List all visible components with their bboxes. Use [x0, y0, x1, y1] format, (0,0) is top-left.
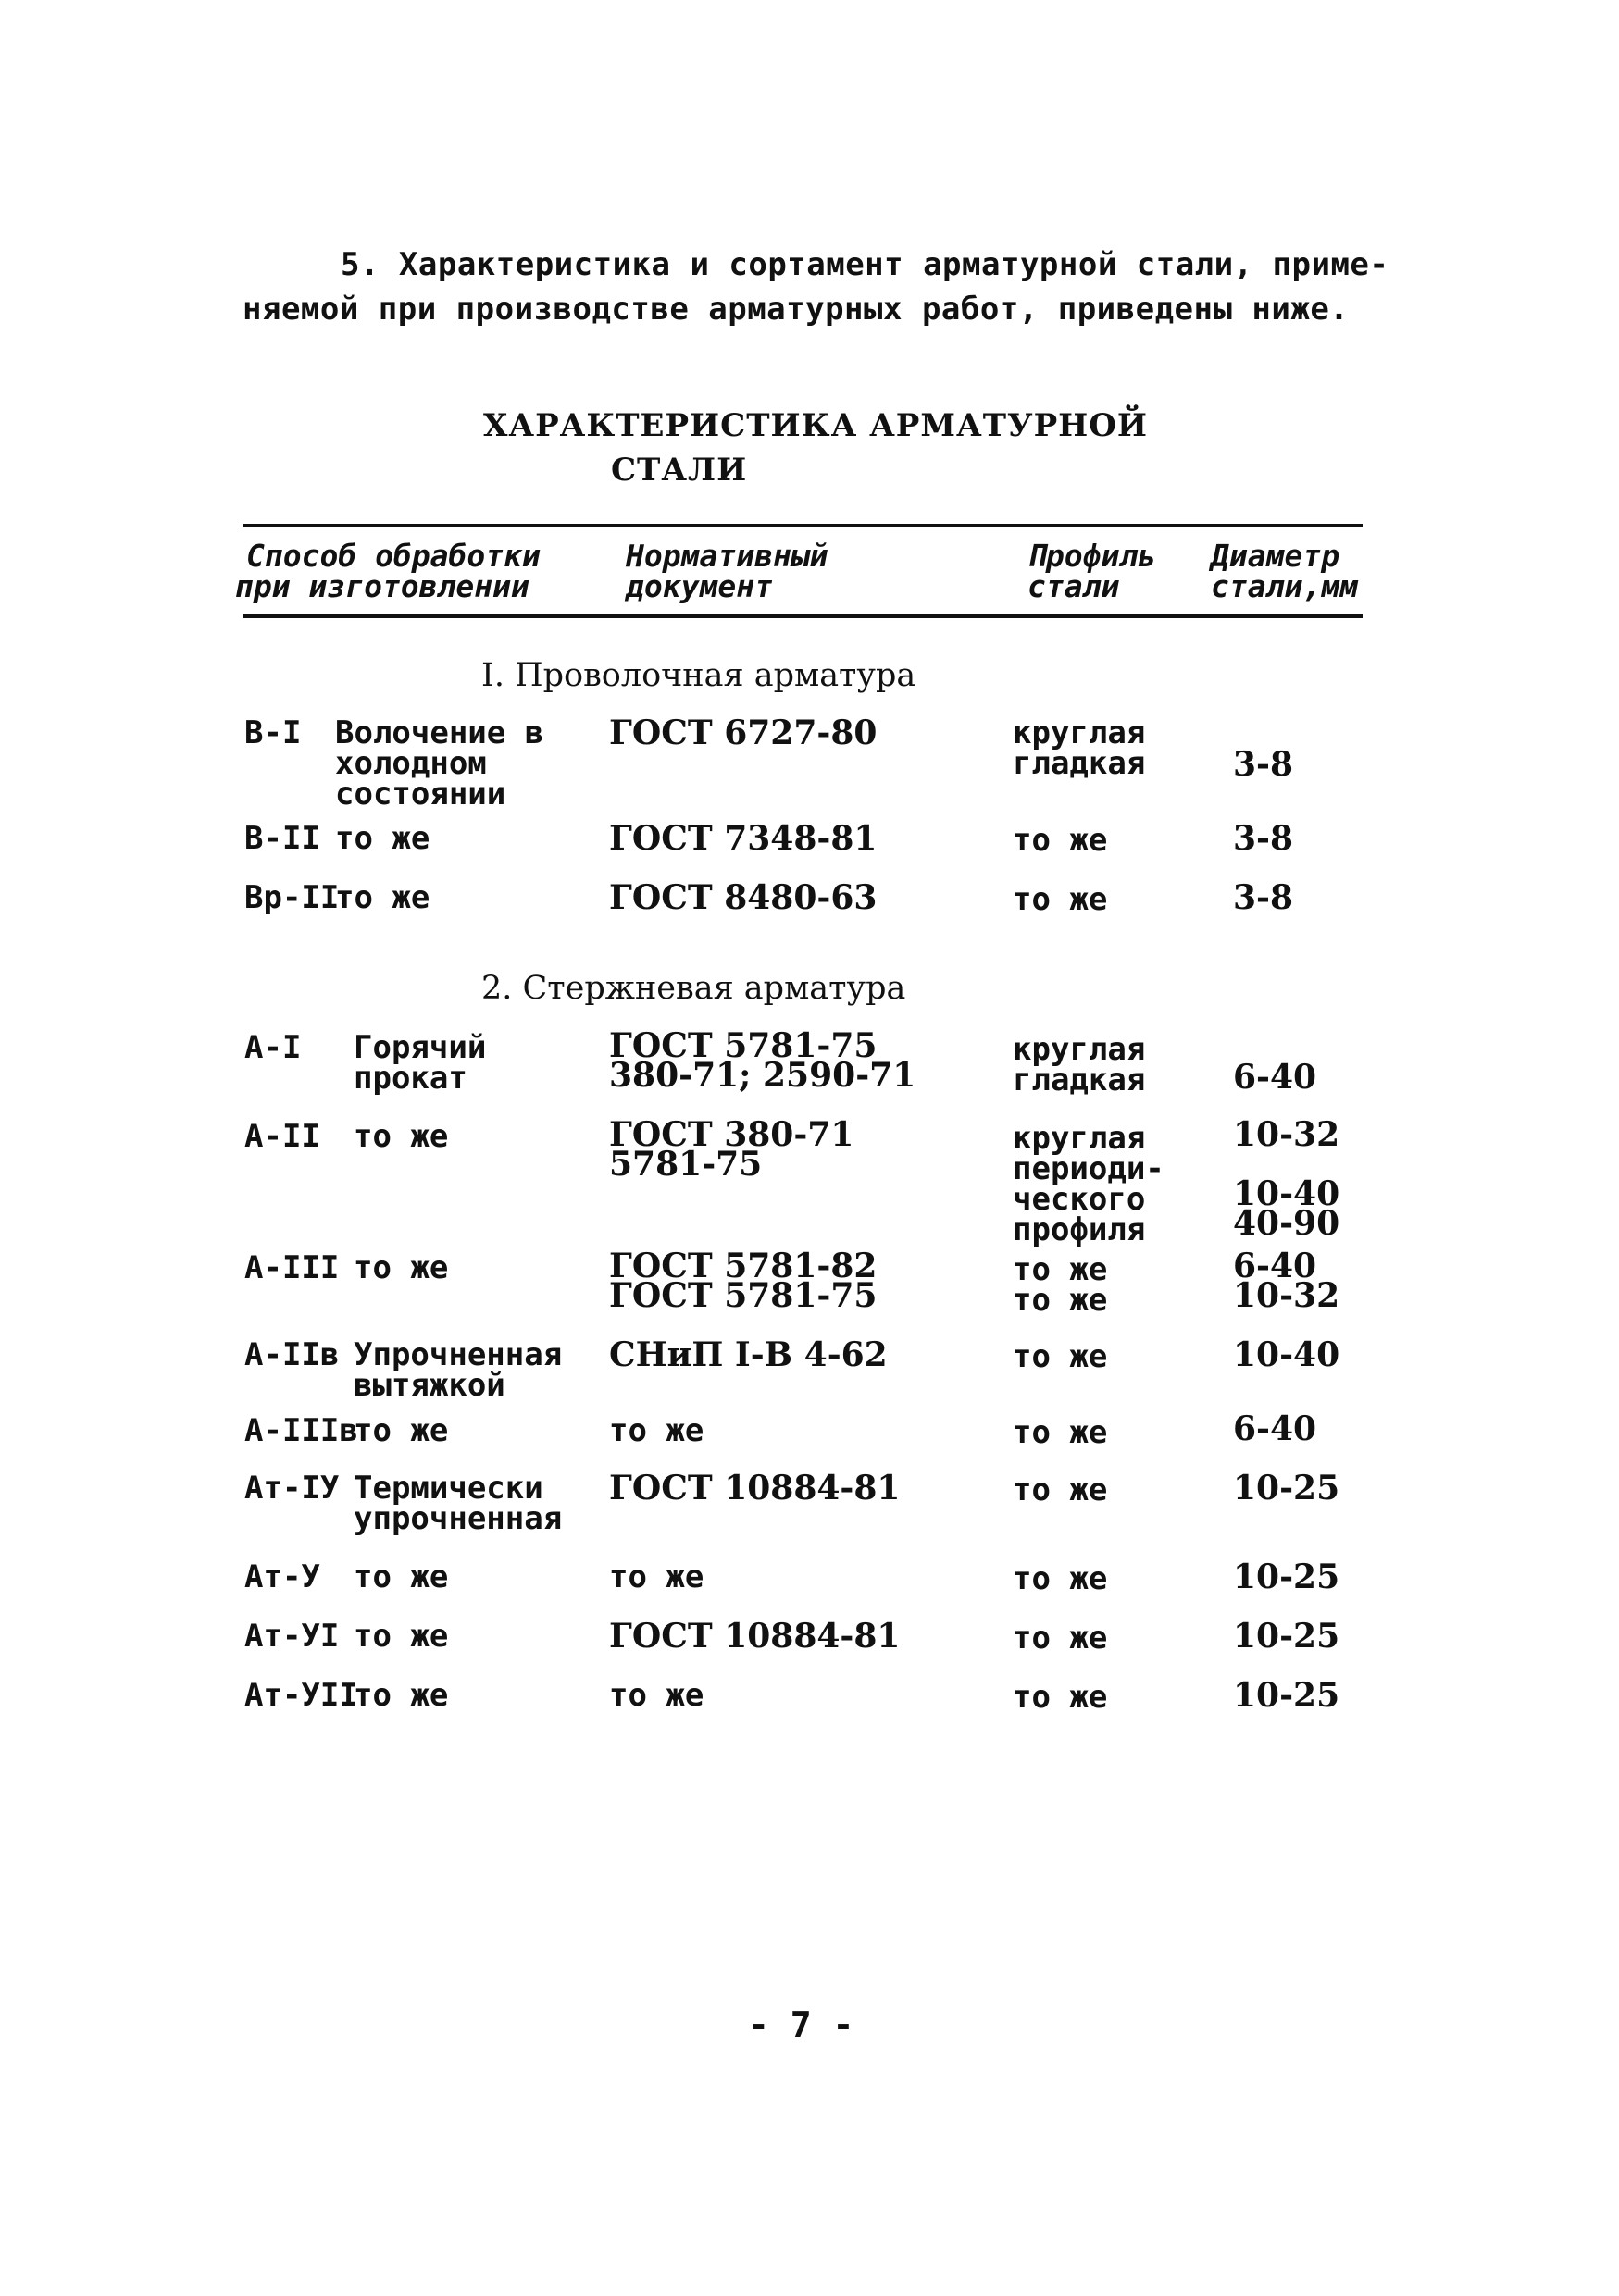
profile-line: круглая	[1013, 714, 1146, 751]
table-row-profile: то же	[1013, 1471, 1108, 1508]
table-row-cls: А-I	[244, 1029, 302, 1066]
method-line: Упрочненная	[354, 1336, 563, 1373]
table-row-diam: 10-25	[1233, 1558, 1340, 1596]
method-line: Волочение в	[335, 714, 544, 751]
diam-line: 6-40	[1233, 1247, 1317, 1285]
table-row-diam: 3-8	[1233, 745, 1294, 784]
table-row-cls: А-IIIв	[244, 1412, 358, 1449]
table-row-cls: А-IIв	[244, 1336, 340, 1373]
method-line: упрочненная	[354, 1500, 563, 1537]
profile-line: ческого	[1013, 1181, 1146, 1218]
profile-line: гладкая	[1013, 745, 1146, 782]
header-top-rule	[243, 524, 1363, 527]
table-title-line-1: ХАРАКТЕРИСТИКА АРМАТУРНОЙ	[483, 407, 1149, 444]
table-row-profile	[1013, 1031, 1146, 1098]
table-row-profile	[1013, 714, 1146, 782]
profile-line: то же	[1013, 1251, 1108, 1288]
table-row-diam: 10-40	[1233, 1335, 1340, 1374]
table-row-diam: 6-40	[1233, 1409, 1317, 1448]
header-document	[626, 540, 828, 602]
doc-line: ГОСТ 5781-75	[609, 1276, 878, 1315]
header-diameter	[1211, 540, 1358, 602]
table-row-cls: В-I	[244, 714, 302, 751]
table-row-diam: 10-40	[1233, 1174, 1340, 1213]
table-row-method: то же	[354, 1249, 449, 1286]
table-row-method: то же	[354, 1677, 449, 1714]
table-row-profile: то же	[1013, 1679, 1108, 1716]
header-document-line-2: документ	[626, 568, 773, 604]
table-row-method: то же	[335, 820, 430, 857]
table-row-doc	[609, 1026, 916, 1095]
table-row-doc: СНиП I-В 4-62	[609, 1335, 888, 1374]
table-row-profile: то же	[1013, 1414, 1108, 1451]
doc-line: ГОСТ 380-71	[609, 1115, 854, 1154]
table-row-profile: то же	[1013, 881, 1108, 918]
doc-line: 5781-75	[609, 1145, 763, 1184]
diam-line: 10-32	[1233, 1276, 1340, 1315]
table-row-cls: А-III	[244, 1249, 340, 1286]
table-row-doc: то же	[609, 1677, 704, 1714]
table-row-cls: Ат-У	[244, 1558, 320, 1595]
table-row-doc	[609, 1115, 854, 1184]
table-row-cls: Ат-УII	[244, 1677, 358, 1714]
method-line: холодном	[335, 745, 487, 782]
section-title-bar: 2. Стержневая арматура	[481, 970, 906, 1007]
table-row-diam: 10-25	[1233, 1676, 1340, 1715]
table-row-profile: то же	[1013, 1620, 1108, 1657]
method-line: вытяжкой	[354, 1367, 505, 1404]
method-line: прокат	[354, 1060, 467, 1097]
table-row-cls: Ат-УI	[244, 1618, 340, 1655]
header-diameter-line-1: Диаметр	[1211, 538, 1340, 574]
table-row-doc: ГОСТ 7348-81	[609, 819, 878, 858]
intro-line-1: 5. Характеристика и сортамент арматурной стали, приме-	[341, 246, 1389, 283]
table-row-method: то же	[354, 1618, 449, 1655]
table-row-method	[354, 1336, 563, 1404]
table-row-method	[354, 1029, 487, 1097]
table-row-diam: 10-25	[1233, 1469, 1340, 1508]
table-row-profile: то же	[1013, 1560, 1108, 1597]
table-row-doc	[609, 1247, 878, 1315]
method-line: состоянии	[335, 776, 506, 813]
page-number: - 7 -	[748, 2004, 854, 2045]
profile-line: гладкая	[1013, 1061, 1146, 1098]
table-row-cls: В-II	[244, 820, 320, 857]
table-row-doc: ГОСТ 10884-81	[609, 1617, 901, 1656]
method-line: Термически	[354, 1470, 543, 1507]
table-row-cls: Вр-II	[244, 879, 340, 916]
header-profile	[1027, 540, 1156, 602]
section-title-wire: I. Проволочная арматура	[481, 657, 916, 694]
table-row-method: то же	[354, 1118, 449, 1155]
table-row-doc: ГОСТ 8480-63	[609, 878, 878, 917]
header-method-line-1: Способ обработки	[246, 538, 541, 574]
table-row-profile	[1013, 1120, 1164, 1248]
header-document-line-1: Нормативный	[626, 538, 828, 574]
table-row-doc: ГОСТ 6727-80	[609, 714, 878, 752]
profile-line: периоди-	[1013, 1150, 1164, 1187]
header-profile-line-1: Профиль	[1027, 538, 1157, 574]
table-row-diam: 3-8	[1233, 878, 1294, 917]
table-title-line-2: СТАЛИ	[611, 452, 748, 489]
table-row-diam: 10-25	[1233, 1617, 1340, 1656]
table-row-doc: то же	[609, 1412, 704, 1449]
table-row-diam	[1233, 1247, 1340, 1315]
table-row-cls: Ат-IУ	[244, 1470, 340, 1507]
table-row-method: то же	[335, 879, 430, 916]
intro-line-2: няемой при производстве арматурных работ, приведены ниже.	[243, 291, 1350, 328]
header-bottom-rule	[243, 614, 1363, 618]
header-diameter-line-2: стали,мм	[1211, 568, 1358, 604]
doc-line: ГОСТ 5781-75	[609, 1026, 878, 1065]
table-row-method: то же	[354, 1558, 449, 1595]
table-row-doc: то же	[609, 1558, 704, 1595]
profile-line: то же	[1013, 1282, 1108, 1319]
doc-line: 380-71; 2590-71	[609, 1056, 916, 1095]
method-line: Горячий	[354, 1029, 487, 1066]
table-row-cls: А-II	[244, 1118, 320, 1155]
doc-line: ГОСТ 5781-82	[609, 1247, 878, 1285]
profile-line: профиля	[1013, 1211, 1146, 1248]
table-row-profile: то же	[1013, 822, 1108, 859]
table-row-method	[335, 714, 544, 813]
table-row-method: то же	[354, 1412, 449, 1449]
table-row-diam: 10-32	[1233, 1115, 1340, 1154]
table-row-diam: 40-90	[1233, 1204, 1340, 1243]
header-method	[235, 538, 541, 604]
header-profile-line-2: стали	[1027, 568, 1120, 604]
profile-line: круглая	[1013, 1031, 1146, 1068]
table-row-doc: ГОСТ 10884-81	[609, 1469, 901, 1508]
table-row-profile: то же	[1013, 1338, 1108, 1375]
table-row-method	[354, 1470, 563, 1537]
table-row-diam: 3-8	[1233, 819, 1294, 858]
table-row-diam: 6-40	[1233, 1058, 1317, 1097]
profile-line: круглая	[1013, 1120, 1146, 1157]
table-row-profile	[1013, 1251, 1108, 1319]
header-method-line-2: при изготовлении	[235, 568, 529, 604]
